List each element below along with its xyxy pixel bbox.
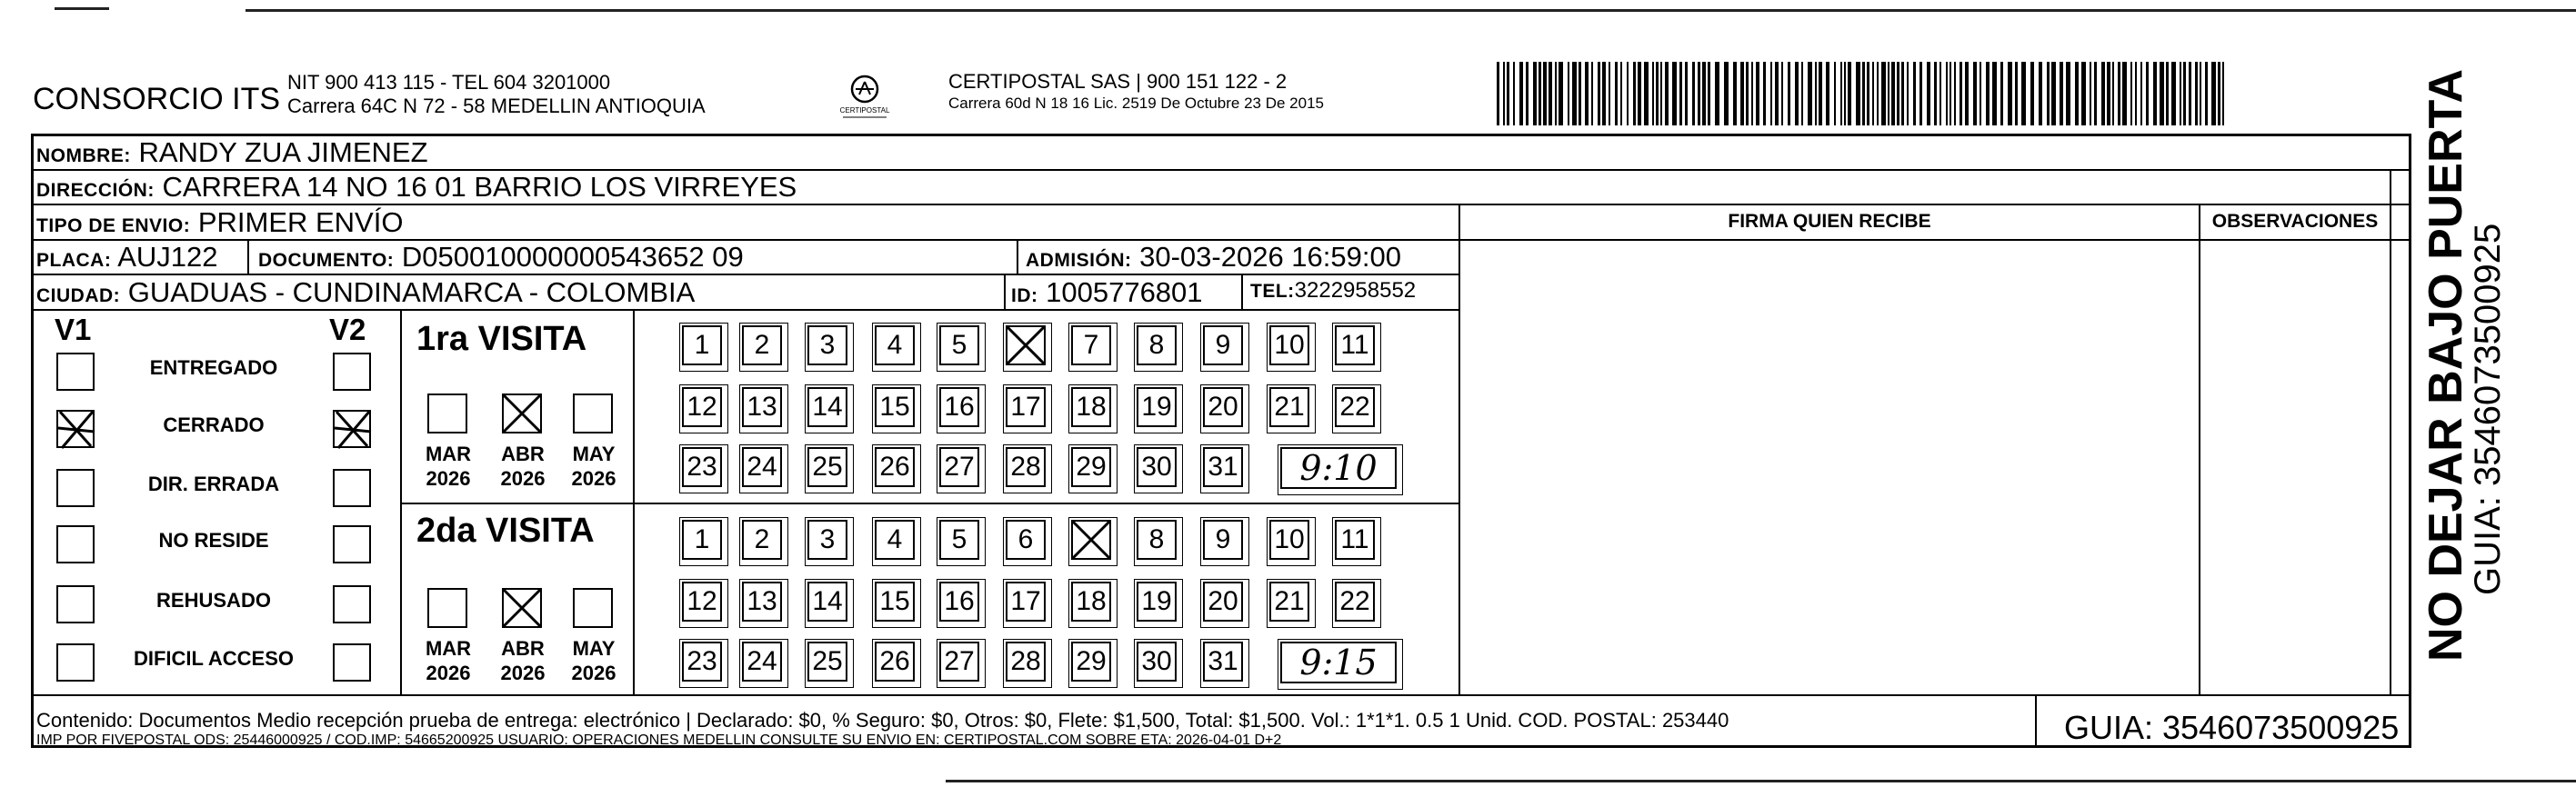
- v2-header: V2: [329, 313, 366, 346]
- visit2-day-28[interactable]: 28: [1006, 642, 1046, 682]
- visit2-day-13[interactable]: 13: [742, 582, 782, 622]
- visit2-day-14[interactable]: 14: [807, 582, 847, 622]
- observaciones-area[interactable]: [2200, 241, 2390, 694]
- barcode-bar: [2081, 62, 2086, 125]
- month-name: MAY: [572, 637, 616, 660]
- visit2-day-27[interactable]: 27: [939, 642, 979, 682]
- barcode-bar: [1715, 62, 1719, 125]
- check-mark-icon: [496, 583, 547, 633]
- footer-impresion: IMP POR FIVEPOSTAL ODS: 25446000925 / COD.IMP: 54665200925 USUARIO: OPERACIONES MEDELLIN CONSULTE SU ENVIO EN: CERTIPOSTAL.COM SOBRE ETA: 2026-04-01 D+2: [36, 732, 1282, 748]
- barcode-bar: [1907, 62, 1909, 125]
- scan-edge-top: [246, 9, 2576, 12]
- barcode-bar: [1927, 62, 1930, 125]
- barcode-bar: [1660, 62, 1662, 125]
- barcode-bar: [1539, 62, 1541, 125]
- barcode-bar: [2094, 62, 2097, 125]
- barcode-bar: [1598, 62, 1600, 125]
- barcode-bar: [1960, 62, 1962, 125]
- barcode-bar: [1746, 62, 1749, 125]
- barcode-bar: [2008, 62, 2012, 125]
- visit2-day-5[interactable]: 5: [939, 520, 979, 560]
- barcode-bar: [1877, 62, 1879, 125]
- v1-checkbox[interactable]: [56, 525, 95, 563]
- barcode-bar: [1698, 62, 1700, 125]
- month-name: ABR: [501, 637, 545, 660]
- barcode-bar: [1992, 62, 1997, 125]
- barcode-bar: [1692, 62, 1695, 125]
- tel-value: 3222958552: [1294, 278, 1417, 303]
- rule: [247, 239, 249, 275]
- id-value: 1005776801: [1046, 276, 1203, 308]
- barcode-bar: [2101, 62, 2105, 125]
- visit2-day-26[interactable]: 26: [875, 642, 915, 682]
- v2-checkbox[interactable]: [333, 643, 371, 682]
- v1-checkbox[interactable]: [56, 353, 95, 391]
- visit1-day-4[interactable]: 4: [875, 325, 915, 365]
- barcode-bar: [2075, 62, 2079, 125]
- visit1-day-28[interactable]: 28: [1006, 447, 1046, 487]
- documento-row: [258, 241, 744, 274]
- barcode-bar: [1526, 62, 1529, 125]
- barcode-bar: [1609, 62, 1610, 125]
- company-address: Carrera 64C N 72 - 58 MEDELLIN ANTIOQUIA: [287, 95, 706, 117]
- visit2-day-25[interactable]: 25: [807, 642, 847, 682]
- barcode-bar: [1950, 62, 1951, 125]
- visit1-day-26[interactable]: 26: [875, 447, 915, 487]
- barcode-bar: [1980, 62, 1981, 125]
- barcode-bar: [1638, 62, 1641, 125]
- barcode-bar: [2146, 62, 2149, 125]
- month-year: 2026: [571, 662, 616, 684]
- rule: [31, 274, 1458, 275]
- nombre-row: [36, 136, 428, 169]
- barcode-bar: [2211, 62, 2216, 125]
- barcode-bar: [1519, 62, 1523, 125]
- visit1-day-1[interactable]: 1: [682, 325, 722, 365]
- side-guia: GUIA: 3546073500925: [2468, 223, 2508, 595]
- month-year: 2026: [500, 467, 546, 490]
- barcode-bar: [2160, 62, 2164, 125]
- firma-header: FIRMA QUIEN RECIBE: [1728, 211, 1931, 232]
- barcode-bar: [2051, 62, 2056, 125]
- barcode-bar: [1633, 62, 1636, 125]
- barcode-bar: [1826, 62, 1829, 125]
- barcode-bar: [1507, 62, 1509, 125]
- visit1-month-label: [416, 442, 480, 491]
- barcode-bar: [2066, 62, 2070, 125]
- month-year: 2026: [426, 467, 471, 490]
- visit1-day-18[interactable]: 18: [1071, 387, 1111, 427]
- company-nit: NIT 900 413 115 - TEL 604 3201000: [287, 71, 611, 94]
- visit2-day-9[interactable]: 9: [1203, 520, 1243, 560]
- barcode-bar: [1679, 62, 1682, 125]
- barcode-bar: [1919, 62, 1922, 125]
- v2-checkbox[interactable]: [333, 585, 371, 623]
- v2-checkbox[interactable]: [333, 410, 371, 448]
- tel-row: [1250, 278, 1416, 304]
- barcode-bar: [1533, 62, 1537, 125]
- tipo-label: TIPO DE ENVIO:: [36, 215, 191, 236]
- check-mark-icon: [496, 388, 547, 439]
- visit1-day-16[interactable]: 16: [939, 387, 979, 427]
- barcode-bar: [2090, 62, 2091, 125]
- visit2-day-7[interactable]: [1071, 520, 1111, 560]
- barcode-bar: [2107, 62, 2110, 125]
- visit1-day-21[interactable]: 21: [1269, 387, 1309, 427]
- barcode-bar: [1591, 62, 1593, 125]
- documento-value: D050010000000543652 09: [401, 241, 744, 273]
- visit1-month-label: [562, 442, 626, 491]
- barcode-bar: [1965, 62, 1969, 125]
- visit1-day-2[interactable]: 2: [742, 325, 782, 365]
- barcode-bar: [1513, 62, 1515, 125]
- status-label: REHUSADO: [156, 589, 271, 612]
- visit2-title: 2da VISITA: [416, 512, 595, 550]
- status-label: NO RESIDE: [158, 529, 269, 552]
- barcode-bar: [2122, 62, 2127, 125]
- barcode-bar: [2135, 62, 2137, 125]
- barcode-bar: [1497, 62, 1499, 125]
- barcode-bar: [1724, 62, 1729, 125]
- barcode-bar: [2047, 62, 2050, 125]
- barcode-bar: [2118, 62, 2120, 125]
- visit2-day-31[interactable]: 31: [1203, 642, 1243, 682]
- barcode-bar: [2130, 62, 2132, 125]
- status-label: DIR. ERRADA: [147, 473, 280, 495]
- visit2-day-1[interactable]: 1: [682, 520, 722, 560]
- rule: [2390, 169, 2391, 696]
- barcode-bar: [1848, 62, 1851, 125]
- logo-text: CERTIPOSTAL: [839, 106, 890, 115]
- rule: [633, 309, 635, 694]
- check-mark-icon: [1000, 320, 1051, 371]
- barcode-bar: [1781, 62, 1783, 125]
- barcode-bar: [1751, 62, 1753, 125]
- check-mark-icon: [51, 404, 102, 455]
- visit2-day-17[interactable]: 17: [1006, 582, 1046, 622]
- month-name: MAR: [425, 637, 472, 660]
- status-label: DIFICIL ACCESO: [133, 647, 294, 670]
- visit2-day-11[interactable]: 11: [1335, 520, 1375, 560]
- v1-checkbox[interactable]: [56, 585, 95, 623]
- visit2-day-23[interactable]: 23: [682, 642, 722, 682]
- observaciones-header: OBSERVACIONES: [2211, 211, 2379, 232]
- visit2-day-4[interactable]: 4: [875, 520, 915, 560]
- visit1-day-7[interactable]: 7: [1071, 325, 1111, 365]
- direccion-label: DIRECCIÓN:: [36, 180, 155, 201]
- admision-row: [1026, 241, 1401, 274]
- barcode-bar: [1740, 62, 1744, 125]
- visit2-day-30[interactable]: 30: [1137, 642, 1177, 682]
- visit1-day-11[interactable]: 11: [1335, 325, 1375, 365]
- nombre-value: RANDY ZUA JIMENEZ: [138, 136, 428, 168]
- barcode-bar: [1572, 62, 1577, 125]
- barcode-bar: [1815, 62, 1817, 125]
- barcode-bar: [1672, 62, 1677, 125]
- v1-checkbox[interactable]: [56, 469, 95, 507]
- visit1-day-12[interactable]: 12: [682, 387, 722, 427]
- visit1-day-13[interactable]: 13: [742, 387, 782, 427]
- barcode-bar: [1934, 62, 1937, 125]
- visit2-day-18[interactable]: 18: [1071, 582, 1111, 622]
- visit1-day-6[interactable]: [1006, 325, 1046, 365]
- barcode-bar: [2189, 62, 2191, 125]
- tipo-value: PRIMER ENVÍO: [197, 206, 404, 238]
- visit2-day-24[interactable]: 24: [742, 642, 782, 682]
- visit1-day-15[interactable]: 15: [875, 387, 915, 427]
- ciudad-row: [36, 276, 695, 309]
- barcode-bar: [1801, 62, 1803, 125]
- barcode-bar: [1808, 62, 1812, 125]
- visit1-day-25[interactable]: 25: [807, 447, 847, 487]
- visit2-day-8[interactable]: 8: [1137, 520, 1177, 560]
- barcode-bar: [1579, 62, 1581, 125]
- month-name: ABR: [501, 443, 545, 465]
- footer-contenido: Contenido: Documentos Medio recepción prueba de entrega: electrónico | Declarado: $0, % Seguro: $0, Otros: $0, Flete: $1,500, Total: $1,500. Vol.: 1*1*1. 0.5 1 Unid. COD. POSTAL: 253440: [36, 709, 1729, 732]
- v1-header: V1: [55, 313, 92, 346]
- signature-area[interactable]: [1460, 241, 2199, 694]
- visit1-day-3[interactable]: 3: [807, 325, 847, 365]
- barcode-bar: [1819, 62, 1822, 125]
- barcode-bar: [1856, 62, 1860, 125]
- scan-artifact: [55, 7, 109, 10]
- month-name: MAY: [572, 443, 616, 465]
- documento-label: DOCUMENTO:: [258, 250, 395, 271]
- month-year: 2026: [500, 662, 546, 684]
- barcode-bar: [2183, 62, 2186, 125]
- company-info: [287, 71, 706, 118]
- status-label: ENTREGADO: [149, 356, 278, 379]
- visit2-month-checkbox[interactable]: [502, 588, 542, 628]
- barcode-bar: [1652, 62, 1654, 125]
- guia-number: GUIA: 3546073500925: [2064, 709, 2400, 746]
- tipo-row: [36, 206, 403, 239]
- visit2-month-checkbox[interactable]: [573, 588, 613, 628]
- tel-label: TEL:: [1250, 281, 1295, 302]
- barcode-bar: [1973, 62, 1977, 125]
- barcode-bar: [2205, 62, 2208, 125]
- visit2-day-16[interactable]: 16: [939, 582, 979, 622]
- visit1-month-checkbox[interactable]: [427, 394, 467, 433]
- rule: [1241, 274, 1243, 310]
- month-year: 2026: [426, 662, 471, 684]
- barcode-bar: [2180, 62, 2181, 125]
- visit1-title: 1ra VISITA: [416, 320, 587, 358]
- visit1-day-20[interactable]: 20: [1203, 387, 1243, 427]
- month-name: MAR: [425, 443, 472, 465]
- barcode-bar: [1891, 62, 1895, 125]
- visit1-day-23[interactable]: 23: [682, 447, 722, 487]
- visit1-month-checkbox[interactable]: [573, 394, 613, 433]
- barcode-bar: [2000, 62, 2003, 125]
- admision-label: ADMISIÓN:: [1026, 250, 1132, 271]
- barcode-bar: [1901, 62, 1904, 125]
- visit1-day-30[interactable]: 30: [1137, 447, 1177, 487]
- barcode-bar: [2030, 62, 2034, 125]
- visit1-day-27[interactable]: 27: [939, 447, 979, 487]
- nombre-label: NOMBRE:: [36, 145, 131, 166]
- barcode-bar: [2060, 62, 2063, 125]
- visit2-day-29[interactable]: 29: [1071, 642, 1111, 682]
- barcode-bar: [2015, 62, 2018, 125]
- barcode-bar: [1940, 62, 1941, 125]
- visit2-day-2[interactable]: 2: [742, 520, 782, 560]
- visit1-month-checkbox[interactable]: [502, 394, 542, 433]
- visit1-day-9[interactable]: 9: [1203, 325, 1243, 365]
- visit2-time[interactable]: 9:15: [1280, 642, 1397, 683]
- rule: [1004, 274, 1006, 310]
- barcode-bar: [1702, 62, 1706, 125]
- visit1-day-14[interactable]: 14: [807, 387, 847, 427]
- barcode-bar: [2166, 62, 2169, 125]
- visit1-day-19[interactable]: 19: [1137, 387, 1177, 427]
- placa-value: AUJ122: [117, 241, 218, 273]
- barcode-bar: [1756, 62, 1759, 125]
- company-name: CONSORCIO ITS: [33, 82, 281, 116]
- visit2-day-12[interactable]: 12: [682, 582, 722, 622]
- barcode-bar: [2218, 62, 2220, 125]
- barcode-bar: [1775, 62, 1779, 125]
- visit1-day-31[interactable]: 31: [1203, 447, 1243, 487]
- certipostal-logo-icon: [832, 71, 897, 122]
- visit1-day-8[interactable]: 8: [1137, 325, 1177, 365]
- barcode-bar: [1559, 62, 1563, 125]
- v2-checkbox[interactable]: [333, 353, 371, 391]
- barcode-bar: [1913, 62, 1916, 125]
- barcode-bar: [1795, 62, 1799, 125]
- certipostal-info: [948, 71, 1324, 115]
- rule: [400, 309, 402, 694]
- barcode-bar: [2021, 62, 2026, 125]
- barcode-bar: [1881, 62, 1886, 125]
- barcode-bar: [2171, 62, 2176, 125]
- visit2-day-10[interactable]: 10: [1269, 520, 1309, 560]
- barcode-bar: [1888, 62, 1889, 125]
- visit2-day-20[interactable]: 20: [1203, 582, 1243, 622]
- visit2-day-22[interactable]: 22: [1335, 582, 1375, 622]
- barcode-bar: [1763, 62, 1766, 125]
- direccion-value: CARRERA 14 NO 16 01 BARRIO LOS VIRREYES: [162, 171, 797, 203]
- visit2-month-label: [416, 636, 480, 685]
- barcode-bar: [1585, 62, 1589, 125]
- barcode-bar: [1946, 62, 1948, 125]
- barcode-bar: [1788, 62, 1790, 125]
- barcode-bar: [1708, 62, 1710, 125]
- visit2-day-6[interactable]: 6: [1006, 520, 1046, 560]
- rule: [31, 309, 1458, 311]
- barcode-bar: [1897, 62, 1899, 125]
- barcode-bar: [1644, 62, 1649, 125]
- barcode-bar: [1844, 62, 1846, 125]
- barcode-bar: [1770, 62, 1772, 125]
- direccion-row: [36, 171, 797, 204]
- id-row: [1011, 276, 1203, 309]
- check-mark-icon: [1066, 514, 1117, 565]
- visit1-day-24[interactable]: 24: [742, 447, 782, 487]
- barcode-bar: [2140, 62, 2142, 125]
- month-year: 2026: [571, 467, 616, 490]
- barcode-bar: [2222, 62, 2224, 125]
- barcode-bar: [1555, 62, 1557, 125]
- scan-edge-bottom: [946, 780, 2576, 782]
- barcode-bar: [1543, 62, 1547, 125]
- v2-checkbox[interactable]: [333, 525, 371, 563]
- visit2-day-3[interactable]: 3: [807, 520, 847, 560]
- placa-label: PLACA:: [36, 250, 112, 271]
- side-warning: NO DEJAR BAJO PUERTA: [2420, 68, 2472, 662]
- barcode-bar: [1834, 62, 1836, 125]
- barcode-bar: [1867, 62, 1869, 125]
- ciudad-value: GUADUAS - CUNDINAMARCA - COLOMBIA: [127, 276, 696, 308]
- id-label: ID:: [1011, 285, 1038, 306]
- visit1-day-10[interactable]: 10: [1269, 325, 1309, 365]
- barcode-bar: [1549, 62, 1552, 125]
- barcode-bar: [1620, 62, 1622, 125]
- barcode-bar: [1665, 62, 1669, 125]
- barcode-bar: [1986, 62, 1990, 125]
- rule: [400, 503, 1458, 504]
- ciudad-label: CIUDAD:: [36, 285, 121, 306]
- visit2-day-21[interactable]: 21: [1269, 582, 1309, 622]
- barcode-bar: [2039, 62, 2042, 125]
- visit1-day-22[interactable]: 22: [1335, 387, 1375, 427]
- visit2-month-label: [562, 636, 626, 685]
- barcode-bar: [1840, 62, 1842, 125]
- barcode-bar: [1685, 62, 1688, 125]
- certipostal-nit: CERTIPOSTAL SAS | 900 151 122 - 2: [948, 70, 1288, 93]
- barcode-bar: [1954, 62, 1956, 125]
- barcode-bar: [1503, 62, 1505, 125]
- barcode-bar: [1602, 62, 1606, 125]
- barcode-bar: [2200, 62, 2201, 125]
- visit1-time[interactable]: 9:10: [1280, 447, 1397, 489]
- visit2-day-15[interactable]: 15: [875, 582, 915, 622]
- certipostal-address: Carrera 60d N 18 16 Lic. 2519 De Octubre 23 De 2015: [948, 95, 1324, 112]
- rule: [31, 694, 2411, 696]
- rule: [31, 204, 2411, 205]
- v1-checkbox[interactable]: [56, 643, 95, 682]
- status-label: CERRADO: [163, 413, 265, 436]
- v2-checkbox[interactable]: [333, 469, 371, 507]
- visit2-month-label: [491, 636, 555, 685]
- rule: [1017, 239, 1018, 275]
- barcode-bar: [1872, 62, 1874, 125]
- placa-row: [36, 241, 218, 274]
- v1-checkbox[interactable]: [56, 410, 95, 448]
- barcode-bar: [1656, 62, 1659, 125]
- check-mark-icon: [327, 404, 378, 455]
- visit1-day-5[interactable]: 5: [939, 325, 979, 365]
- barcode-bar: [1627, 62, 1629, 125]
- barcode-bar: [2153, 62, 2157, 125]
- barcode-bar: [1615, 62, 1618, 125]
- barcode-bar: [1733, 62, 1737, 125]
- visit2-day-19[interactable]: 19: [1137, 582, 1177, 622]
- visit1-day-17[interactable]: 17: [1006, 387, 1046, 427]
- visit1-day-29[interactable]: 29: [1071, 447, 1111, 487]
- barcode-bar: [1568, 62, 1569, 125]
- barcode-bar: [1862, 62, 1865, 125]
- rule: [2035, 694, 2037, 747]
- admision-value: 30-03-2026 16:59:00: [1139, 241, 1401, 273]
- barcode-bar: [2195, 62, 2198, 125]
- barcode-icon: [1497, 62, 2224, 125]
- visit1-month-label: [491, 442, 555, 491]
- visit2-month-checkbox[interactable]: [427, 588, 467, 628]
- barcode-bar: [2112, 62, 2114, 125]
